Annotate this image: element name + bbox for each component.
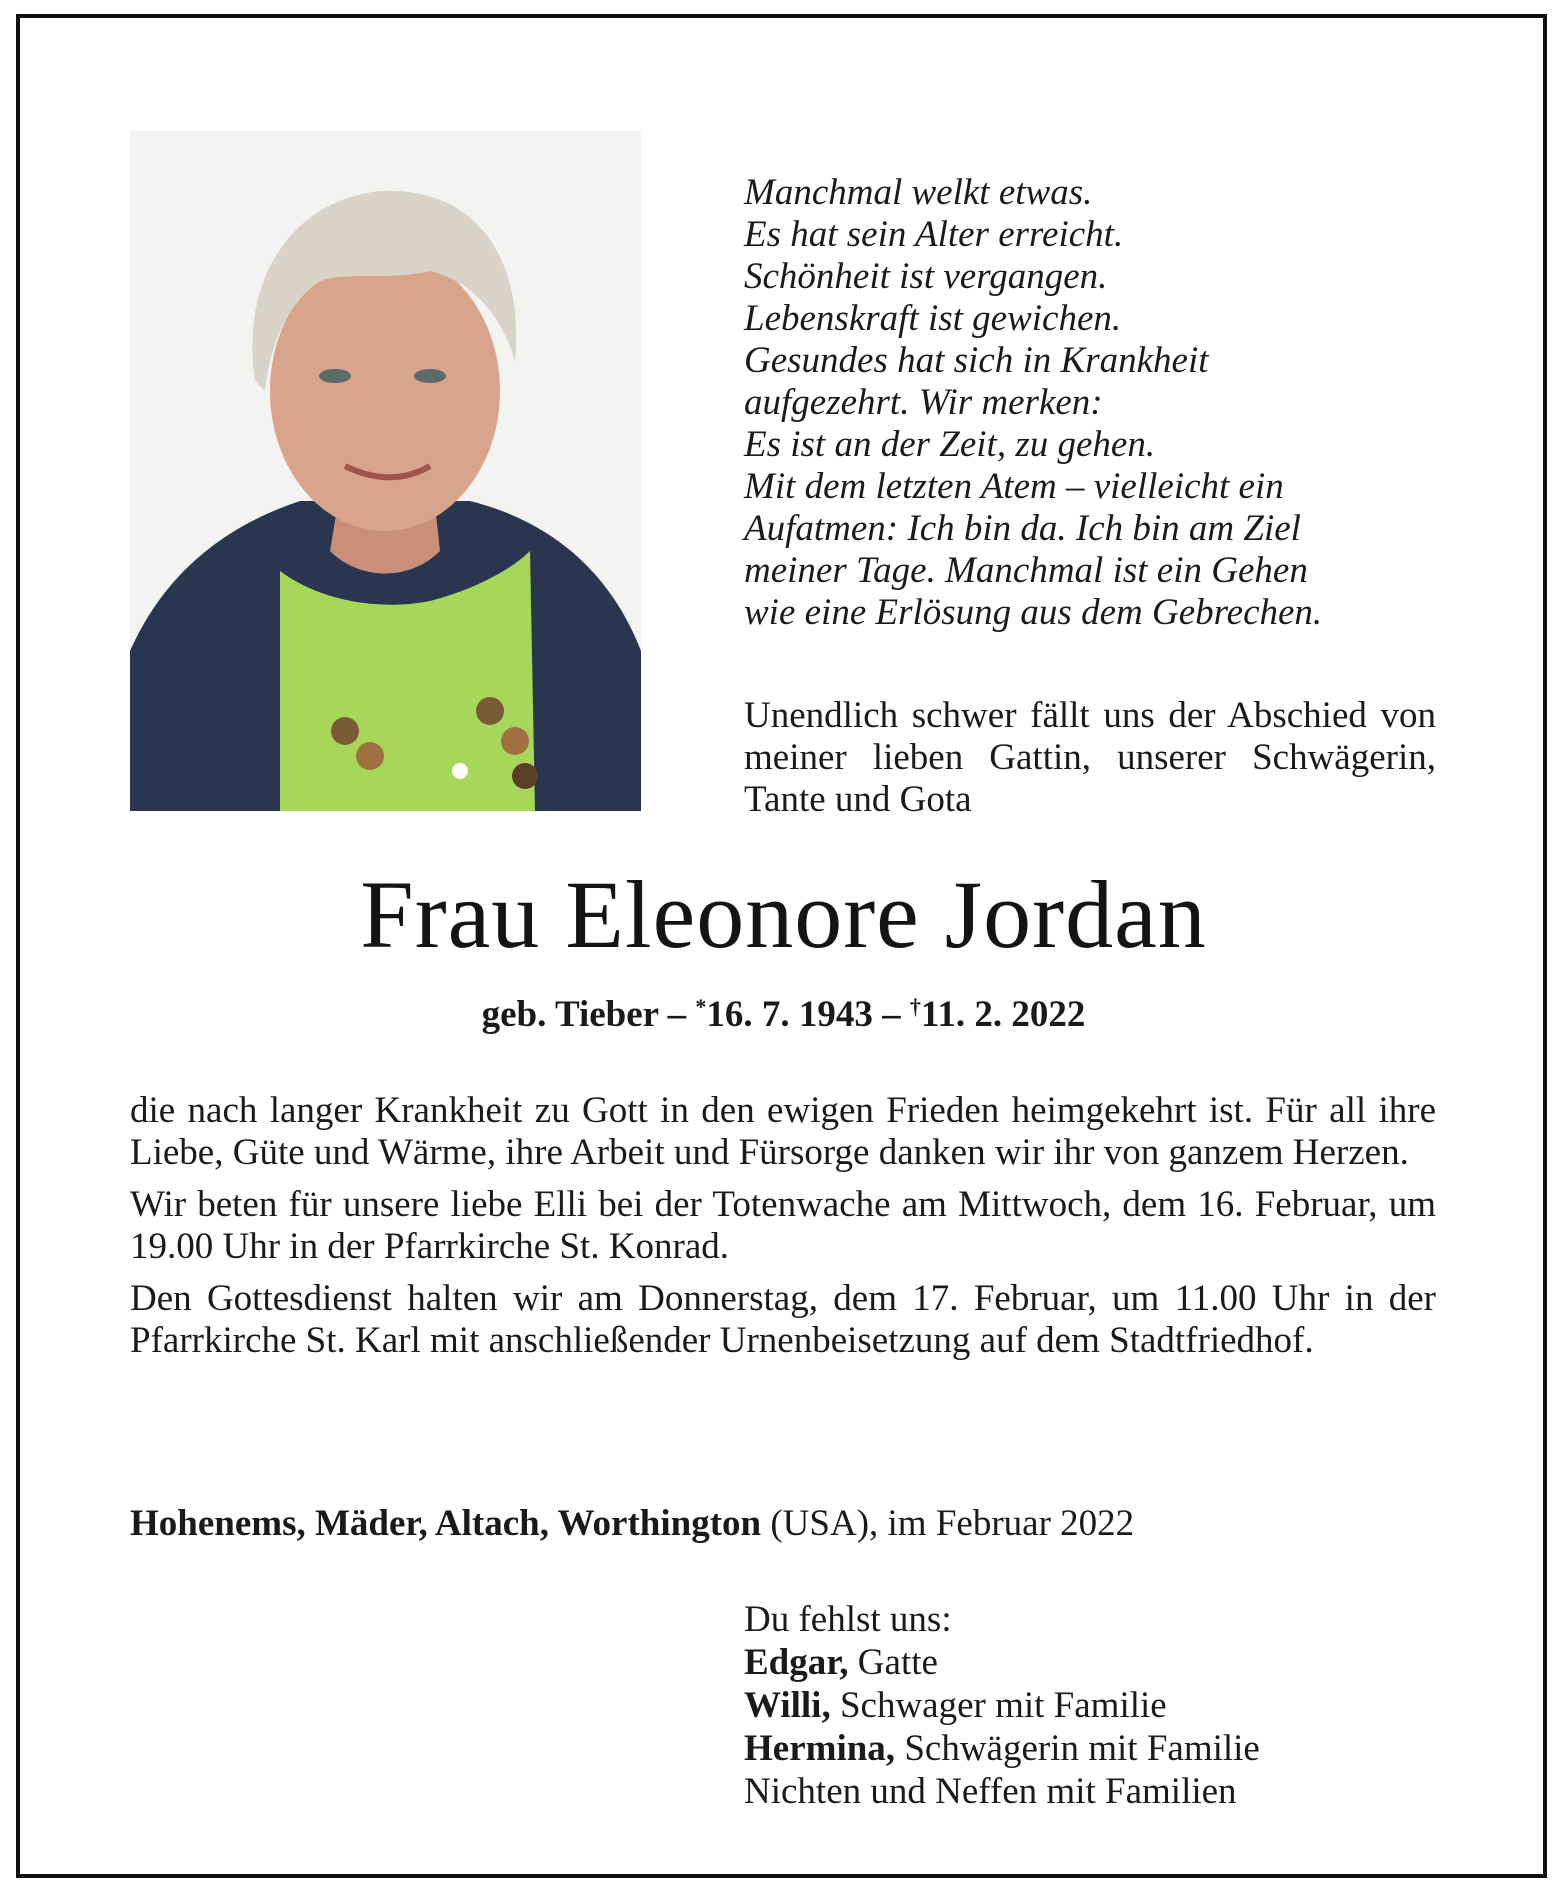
poem-line: Es hat sein Alter erreicht. (744, 214, 1124, 255)
death-date: 11. 2. 2022 (920, 994, 1086, 1035)
place-date: , im Februar 2022 (869, 1503, 1135, 1544)
poem-line: meiner Tage. Manchmal ist ein Gehen (744, 550, 1308, 591)
poem-line: Lebenskraft ist gewichen. (744, 298, 1122, 339)
mourner-relation: Schwägerin mit Familie (895, 1728, 1260, 1769)
farewell-text: Unendlich schwer fällt uns der Abschied von meiner lieben Gattin, unserer Schwägerin, Tante und Gota (744, 695, 1436, 820)
body-paragraph: Wir beten für unsere liebe Elli bei der Totenwache am Mittwoch, dem 16. Februar, um 19.00 Uhr in der Pfarrkirche St. Konrad. (130, 1184, 1436, 1267)
mourner-row (744, 1684, 1444, 1727)
mourners-intro: Du fehlst uns: (744, 1599, 952, 1640)
mourner-name: Edgar, (744, 1642, 849, 1683)
death-cross-icon: † (909, 994, 921, 1019)
poem-line: Gesundes hat sich in Krankheit (744, 340, 1209, 381)
poem-line: Schönheit ist vergangen. (744, 256, 1108, 297)
poem-line: Es ist an der Zeit, zu gehen. (744, 424, 1156, 465)
dates-separator: – (667, 994, 687, 1035)
announcement-body (130, 1090, 1436, 1372)
deceased-name: Frau Eleonore Jordan (360, 861, 1207, 968)
poem-line: Aufatmen: Ich bin da. Ich bin am Ziel (744, 508, 1301, 549)
poem-line: wie eine Erlösung aus dem Gebrechen. (744, 592, 1323, 633)
mourner-row (744, 1727, 1444, 1770)
poem-line: Mit dem letzten Atem – vielleicht ein (744, 466, 1284, 507)
mourner-name: Hermina, (744, 1728, 896, 1769)
mourner-relation: Gatte (848, 1642, 938, 1683)
poem-line: aufgezehrt. Wir merken: (744, 382, 1103, 423)
birth-date: 16. 7. 1943 (706, 994, 873, 1035)
birth-star-icon: * (695, 994, 707, 1019)
place-towns: Hohenems, Mäder, Altach, Worthington (130, 1503, 762, 1544)
mourner-relation: Schwager mit Familie (830, 1685, 1167, 1726)
mourners-list (744, 1598, 1444, 1813)
place-country: (USA) (770, 1503, 870, 1544)
mourner-name: Willi, (744, 1685, 831, 1726)
birth-name: geb. Tieber (481, 994, 659, 1035)
body-paragraph: Den Gottesdienst halten wir am Donnerstag, dem 17. Februar, um 11.00 Uhr in der Pfarrkirche St. Karl mit anschließender Urnenbeisetzung auf dem Stadtfriedhof. (130, 1278, 1436, 1361)
mourner-row (744, 1641, 1444, 1684)
life-dates (0, 993, 1567, 1037)
mourners-closing: Nichten und Neffen mit Familien (744, 1771, 1237, 1812)
poem (744, 172, 1464, 634)
body-paragraph: die nach langer Krankheit zu Gott in den ewigen Frieden heimgekehrt ist. Für all ihre Liebe, Güte und Wärme, ihre Arbeit und Fürsorge danken wir ihr von ganzem Herzen. (130, 1090, 1436, 1173)
dates-separator: – (882, 994, 901, 1035)
place-and-date (130, 1502, 1436, 1546)
poem-line: Manchmal welkt etwas. (744, 172, 1093, 213)
portrait-photo (130, 131, 641, 811)
